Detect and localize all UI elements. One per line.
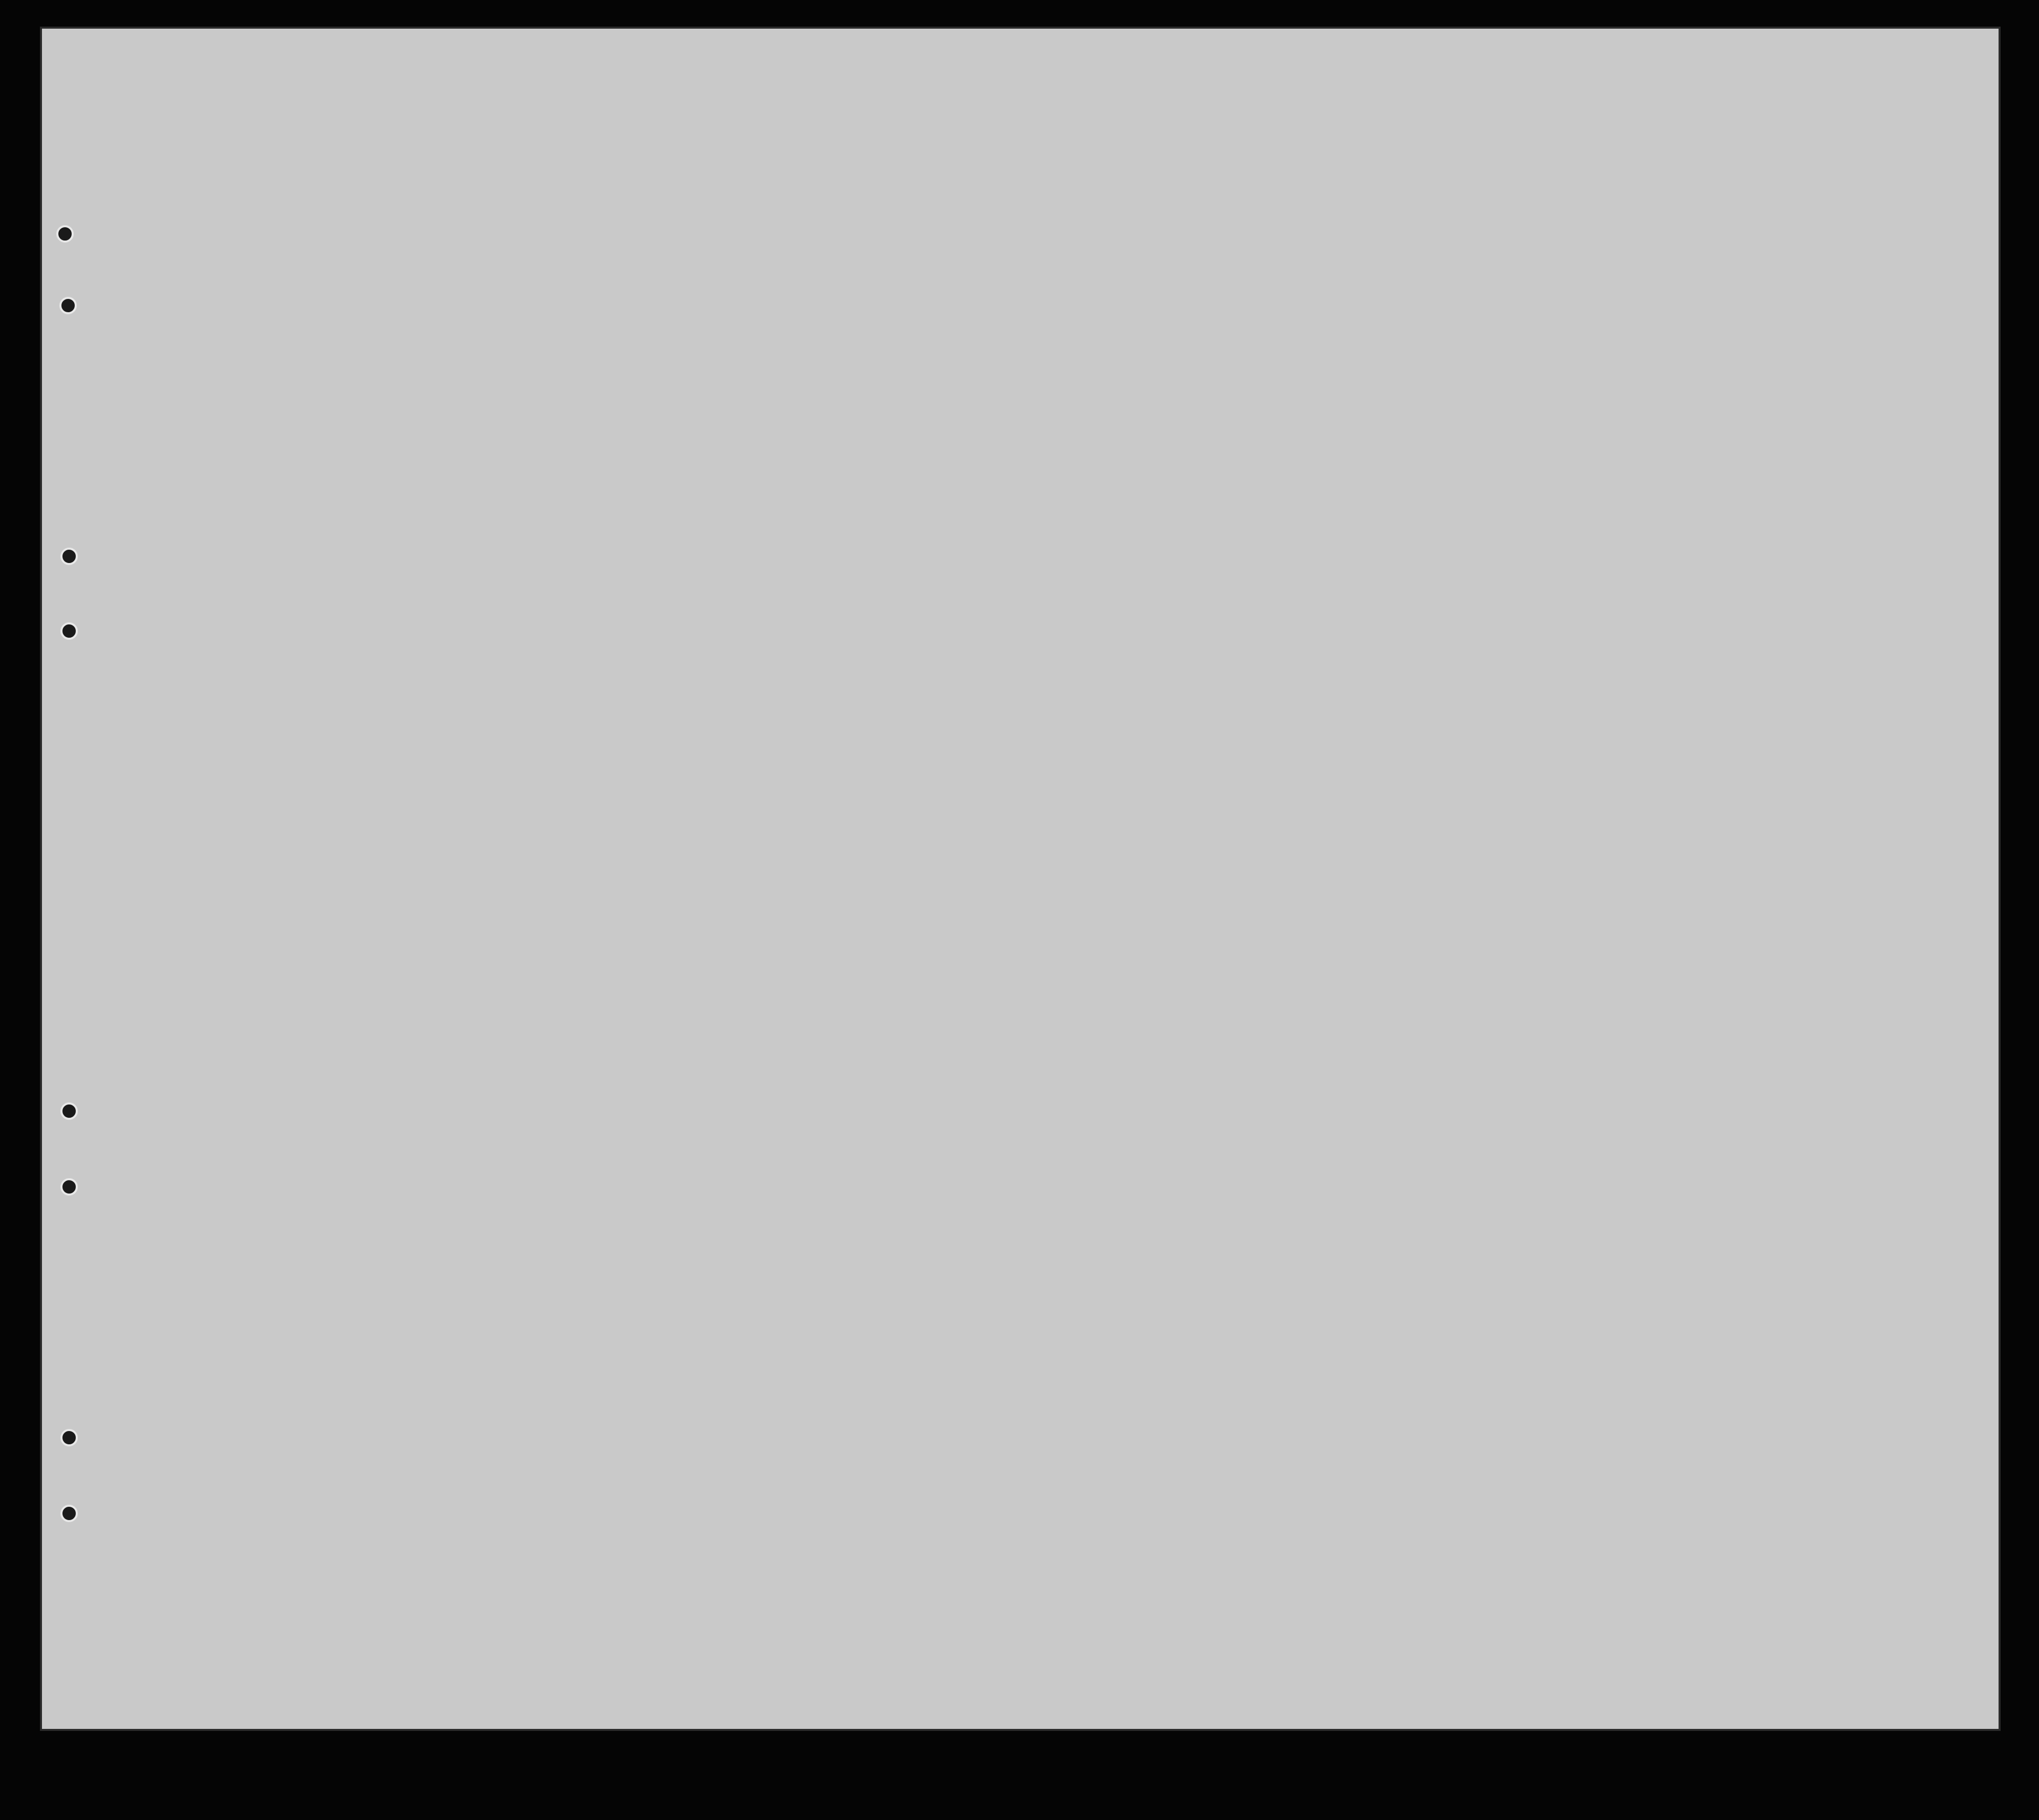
binder-hole	[60, 622, 78, 640]
header-citizen-intent	[1146, 279, 1176, 416]
header-fifty-dollars	[649, 277, 673, 416]
header-length-of-stay	[1098, 279, 1128, 416]
header-prison	[1178, 279, 1206, 416]
binder-hole	[60, 1505, 78, 1522]
binder-hole	[59, 297, 77, 314]
manifest-sheet	[40, 27, 2001, 1731]
binder-hole	[56, 225, 74, 243]
binder-hole	[60, 548, 78, 565]
header-return-intent	[1056, 279, 1086, 416]
form-grid	[40, 27, 2001, 1731]
header-deported	[1351, 279, 1372, 416]
header-offer-labor	[1300, 279, 1333, 416]
header-anarchist	[1240, 279, 1255, 416]
header-polygamist	[1214, 279, 1230, 416]
header-ticket	[527, 283, 548, 416]
header-overthrow	[1259, 279, 1300, 416]
binder-hole	[60, 1178, 78, 1196]
binder-hole	[60, 1102, 78, 1120]
binder-hole	[60, 1429, 78, 1446]
